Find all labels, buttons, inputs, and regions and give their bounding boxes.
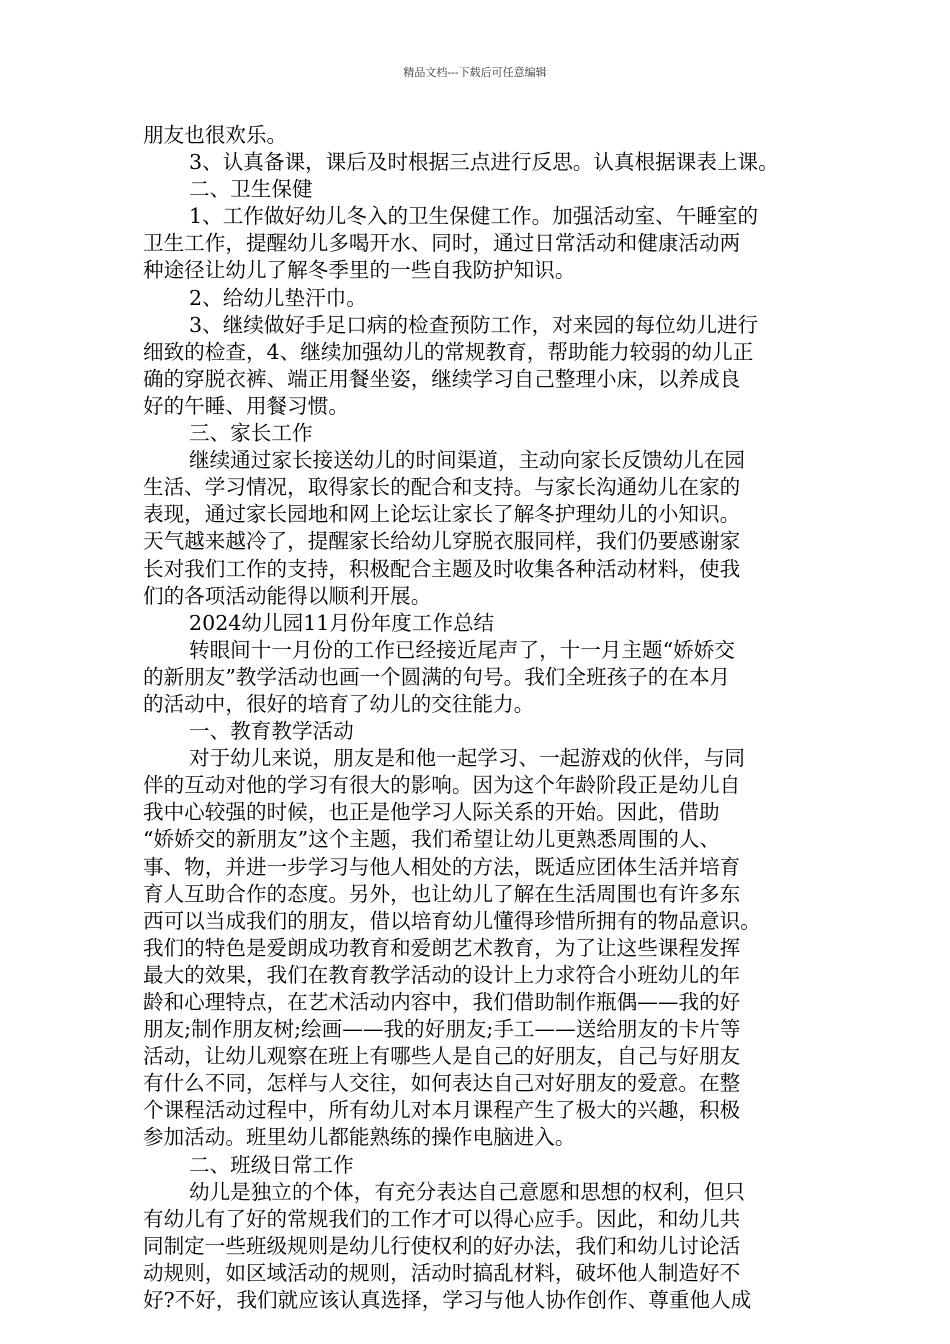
document-body [143,122,815,1314]
text-line: 龄和心理特点，在艺术活动内容中，我们借助制作瓶偶——我的好 [143,990,741,1014]
text-line: 的新朋友”教学活动也画一个圆满的句号。我们全班孩子的在本月 [143,664,731,689]
text-line: 一、教育教学活动 [189,719,354,744]
text-line: 活动，让幼儿观察在班上有哪些人是自己的好朋友，自己与好朋友 [143,1044,741,1069]
text-line: 好的午睡、用餐习惯。 [143,393,349,418]
text-line: 转眼间十一月份的工作已经接近尾声了，十一月主题“娇娇交 [189,637,735,662]
text-line: 我中心较强的时候，也正是他学习人际关系的开始。因此，借助 [143,800,720,825]
text-line: 育人互助合作的态度。另外，也让幼儿了解在生活周围也有许多东 [143,881,741,906]
text-line: 朋友;制作朋友树;绘画——我的好朋友;手工——送给朋友的卡片等 [143,1017,741,1042]
text-line: 长对我们工作的支持，积极配合主题及时收集各种活动材料，使我 [143,556,741,581]
text-line: 们的各项活动能得以顺利开展。 [143,583,432,608]
text-line: 同制定一些班级规则是幼儿行使权利的好办法，我们和幼儿讨论活 [143,1233,741,1258]
text-line: 的活动中，很好的培育了幼儿的交往能力。 [143,691,535,716]
text-line: 幼儿是独立的个体，有充分表达自己意愿和思想的权利，但只 [189,1179,746,1204]
text-line: 我们的特色是爱朗成功教育和爱朗艺术教育，为了让这些课程发挥 [143,935,741,960]
text-line: 个课程活动过程中，所有幼儿对本月课程产生了极大的兴趣，积极 [143,1098,741,1123]
text-line: 朋友也很欢乐。 [143,123,288,147]
page-header: 精品文档---下载后可任意编辑 [403,66,547,79]
text-line: 2024幼儿园11月份年度工作总结 [189,610,495,635]
text-line: 对于幼儿来说，朋友是和他一起学习、一起游戏的伙伴，与同 [189,746,746,771]
text-line: 3、认真备课，课后及时根据三点进行反思。认真根据课表上课。 [189,150,779,175]
text-line: 最大的效果，我们在教育教学活动的设计上力求符合小班幼儿的年 [143,962,741,987]
text-line: 继续通过家长接送幼儿的时间渠道，主动向家长反馈幼儿在园 [189,448,746,473]
text-line: 伴的互动对他的学习有很大的影响。因为这个年龄阶段正是幼儿自 [143,773,741,798]
text-line: 二、卫生保健 [189,177,313,202]
text-line: 确的穿脱衣裤、端正用餐坐姿，继续学习自己整理小床，以养成良 [143,366,741,391]
text-line: 细致的检查，4、继续加强幼儿的常规教育，帮助能力较弱的幼儿正 [143,339,754,364]
text-line: 天气越来越冷了，提醒家长给幼儿穿脱衣服同样，我们仍要感谢家 [143,529,741,554]
text-line: 2、给幼儿垫汗巾。 [189,285,367,310]
text-line: 参加活动。班里幼儿都能熟练的操作电脑进入。 [143,1125,576,1150]
text-line: 种途径让幼儿了解冬季里的一些自我防护知识。 [143,258,576,283]
text-line: 表现，通过家长园地和网上论坛让家长了解冬护理幼儿的小知识。 [143,502,741,527]
text-line: 动规则，如区域活动的规则，活动时搞乱材料，破坏他人制造好不 [143,1260,741,1285]
text-line: 有什么不同，怎样与人交往，如何表达自己对好朋友的爱意。在整 [143,1071,741,1096]
text-line: “娇娇交的新朋友”这个主题，我们希望让幼儿更熟悉周围的人、 [143,827,721,852]
text-line: 有幼儿有了好的常规我们的工作才可以得心应手。因此，和幼儿共 [143,1206,741,1231]
text-line: 卫生工作，提醒幼儿多喝开水、同时，通过日常活动和健康活动两 [143,231,741,256]
text-line: 二、班级日常工作 [189,1152,354,1177]
text-line: 3、继续做好手足口病的检查预防工作，对来园的每位幼儿进行 [189,312,759,337]
text-line: 三、家长工作 [189,421,313,446]
text-line: 西可以当成我们的朋友，借以培育幼儿懂得珍惜所拥有的物品意识。 [143,908,761,933]
text-line: 1、工作做好幼儿冬入的卫生保健工作。加强活动室、午睡室的 [189,204,759,229]
text-line: 事、物，并进一步学习与他人相处的方法，既适应团体生活并培育 [143,854,741,879]
text-line: 好?不好，我们就应该认真选择，学习与他人协作创作、尊重他人成 [143,1288,752,1313]
text-line: 生活、学习情况，取得家长的配合和支持。与家长沟通幼儿在家的 [143,475,741,500]
